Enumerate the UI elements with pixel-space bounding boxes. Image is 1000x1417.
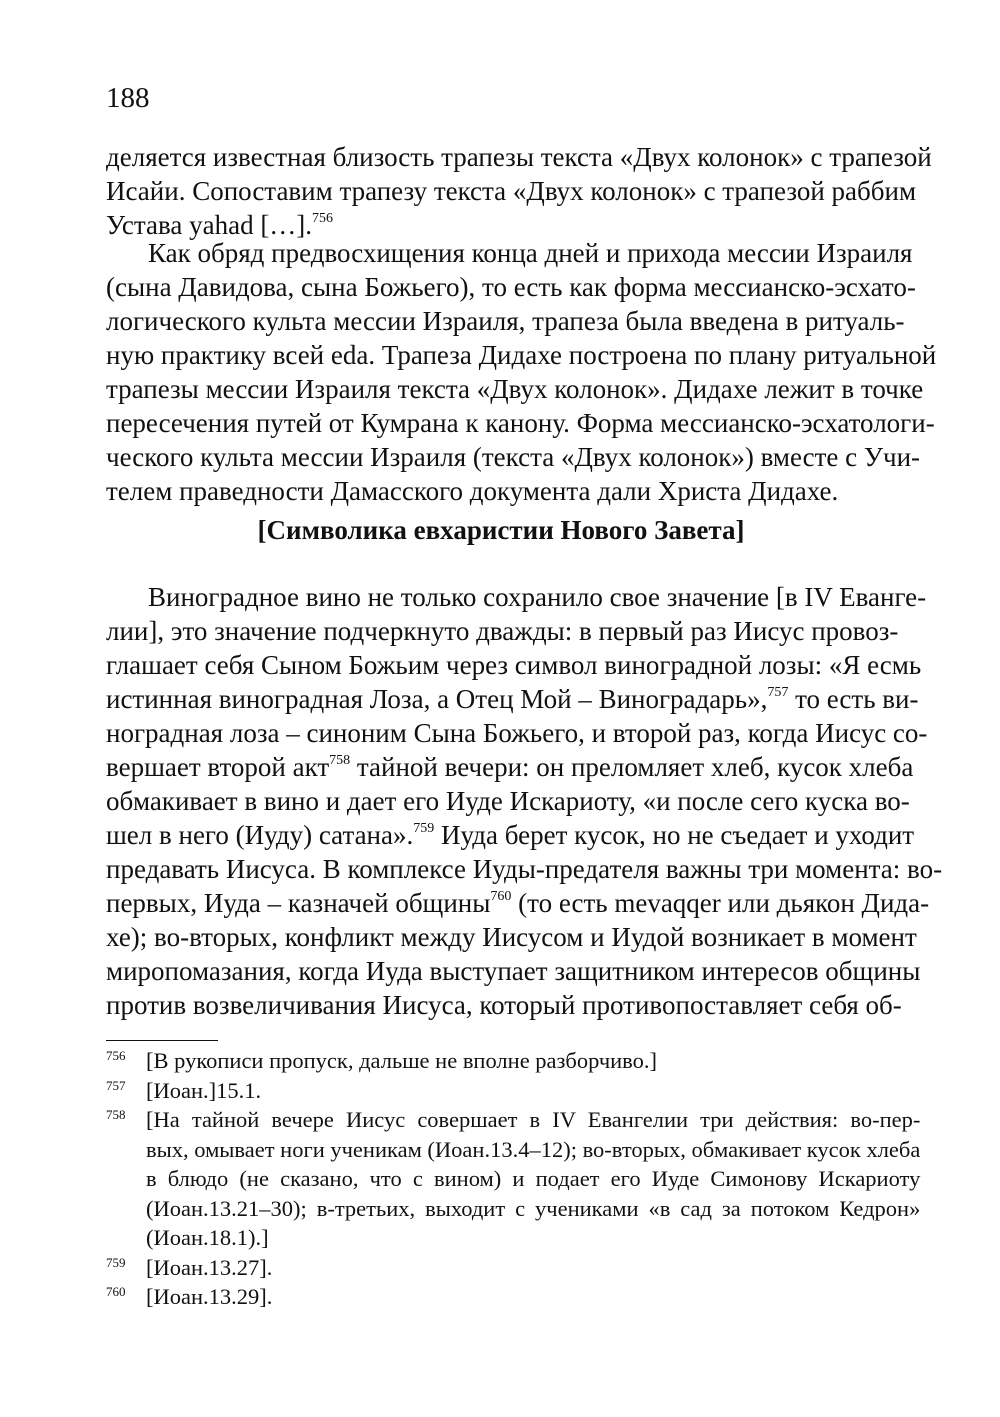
footnote-number: 756 xyxy=(106,1048,126,1063)
paragraph-messiah-meal xyxy=(106,236,937,508)
text-line xyxy=(106,886,930,920)
text-line xyxy=(106,750,914,784)
footnote-number: 760 xyxy=(106,1284,126,1299)
text-fragment: тайной вечери: он преломляет хлеб, кусок хлеба xyxy=(350,752,914,782)
footnote-ref-760: 760 xyxy=(490,889,512,904)
text-line xyxy=(106,818,915,852)
text-line: лии], это значение подчеркнуто дважды: в первый раз Иисус провоз- xyxy=(106,616,899,646)
footnote-text xyxy=(146,1076,896,1106)
text-line xyxy=(106,682,919,716)
text-fragment: вершает второй акт xyxy=(106,752,330,782)
text-line: Исайи. Сопоставим трапезу текста «Двух колонок» с трапезой раббим xyxy=(106,176,917,206)
footnote-760 xyxy=(106,1282,896,1312)
footnote-line: [На тайной вечере Иисус совершает в IV Евангелии три действия: во-пер- xyxy=(146,1107,921,1132)
text-line: глашает себя Сыном Божьим через символ виноградной лозы: «Я есмь xyxy=(106,650,922,680)
text-line: миропомазания, когда Иуда выступает защитником интересов общины xyxy=(106,956,921,986)
footnote-text xyxy=(146,1253,896,1283)
text-fragment: первых, Иуда – казначей общины xyxy=(106,888,491,918)
footnote-number: 758 xyxy=(106,1107,126,1122)
footnote-text xyxy=(146,1105,920,1253)
text-line: ческого культа мессии Израиля (текста «Двух колонок») вместе с Учи- xyxy=(106,442,921,472)
text-line: деляется известная близость трапезы текста «Двух колонок» с трапезой xyxy=(106,142,932,172)
footnote-number: 759 xyxy=(106,1254,126,1270)
section-heading: [Символика евхаристии Нового Завета] xyxy=(257,515,745,545)
paragraph-continuation xyxy=(106,140,932,242)
footnote-line: (Иоан.13.21–30); в-третьих, выходит с учениками «в сад за потоком Кедрон» xyxy=(146,1195,921,1221)
footnote-separator xyxy=(106,1040,218,1041)
footnote-756 xyxy=(106,1046,896,1076)
text-fragment: Устава yahad […]. xyxy=(106,210,313,240)
paragraph-eucharist xyxy=(106,580,943,1022)
footnote-line: [В рукописи пропуск, дальше не вполне разборчиво.] xyxy=(146,1048,658,1073)
text-line: предавать Иисуса. В комплексе Иуды-предателя важны три момента: во- xyxy=(106,854,943,884)
text-line: обмакивает в вино и дает его Иуде Искариоту, «и после сего куска во- xyxy=(106,786,910,816)
footnote-757 xyxy=(106,1076,896,1106)
text-line: хе); во-вторых, конфликт между Иисусом и Иудой возникает в момент xyxy=(106,922,917,952)
text-fragment: (то есть mevaqqer или дьякон Дида- xyxy=(511,888,930,918)
text-fragment: Иуда берет кусок, но не съедает и уходит xyxy=(434,820,915,850)
text-line: Как обряд предвосхищения конца дней и прихода мессии Израиля xyxy=(148,238,913,268)
footnote-line: [Иоан.]15.1. xyxy=(146,1077,262,1103)
footnote-number: 757 xyxy=(106,1077,126,1093)
text-line: трапезы мессии Израиля текста «Двух колонок». Дидахе лежит в точке xyxy=(106,374,924,404)
footnote-line: (Иоан.18.1).] xyxy=(146,1225,269,1250)
footnote-line: [Иоан.13.27]. xyxy=(146,1254,273,1280)
footnote-text xyxy=(146,1282,896,1312)
footnote-ref-759: 759 xyxy=(413,821,435,836)
footnote-text xyxy=(146,1046,896,1076)
page-number: 188 xyxy=(106,82,150,114)
text-line: Виноградное вино не только сохранило свое значение [в IV Еванге- xyxy=(148,582,927,612)
text-line: ноградная лоза – синоним Сына Божьего, и второй раз, когда Иисус со- xyxy=(106,718,928,748)
text-line: против возвеличивания Иисуса, который противопоставляет себя об- xyxy=(106,990,902,1020)
footnote-line: вых, омывает ноги ученикам (Иоан.13.4–12); во-вторых, обмакивает кусок хлеба xyxy=(146,1136,921,1162)
footnote-759 xyxy=(106,1253,896,1283)
text-fragment: то есть ви- xyxy=(788,684,919,714)
text-line: пересечения путей от Кумрана к канону. Форма мессианско-эсхатологи- xyxy=(106,408,935,438)
text-fragment: истинная виноградная Лоза, а Отец Мой – Виноградарь», xyxy=(106,684,768,714)
footnote-ref-758: 758 xyxy=(329,753,351,768)
text-line: ную практику всей eda. Трапеза Дидахе построена по плану ритуальной xyxy=(106,340,937,370)
text-line: телем праведности Дамасского документа дали Христа Дидахе. xyxy=(106,476,839,506)
footnotes xyxy=(106,1046,921,1312)
text-line: (сына Давидова, сына Божьего), то есть как форма мессианско-эсхато- xyxy=(106,272,916,302)
footnote-ref-756: 756 xyxy=(312,211,334,226)
footnote-ref-757: 757 xyxy=(767,685,789,700)
footnote-line: [Иоан.13.29]. xyxy=(146,1284,273,1309)
footnote-758 xyxy=(106,1105,921,1253)
text-line: логического культа мессии Израиля, трапеза была введена в ритуаль- xyxy=(106,306,905,336)
text-fragment: шел в него (Иуду) сатана». xyxy=(106,820,414,850)
footnote-line: в блюдо (не сказано, что с вином) и подает его Иуде Симонову Искариоту xyxy=(146,1166,921,1191)
